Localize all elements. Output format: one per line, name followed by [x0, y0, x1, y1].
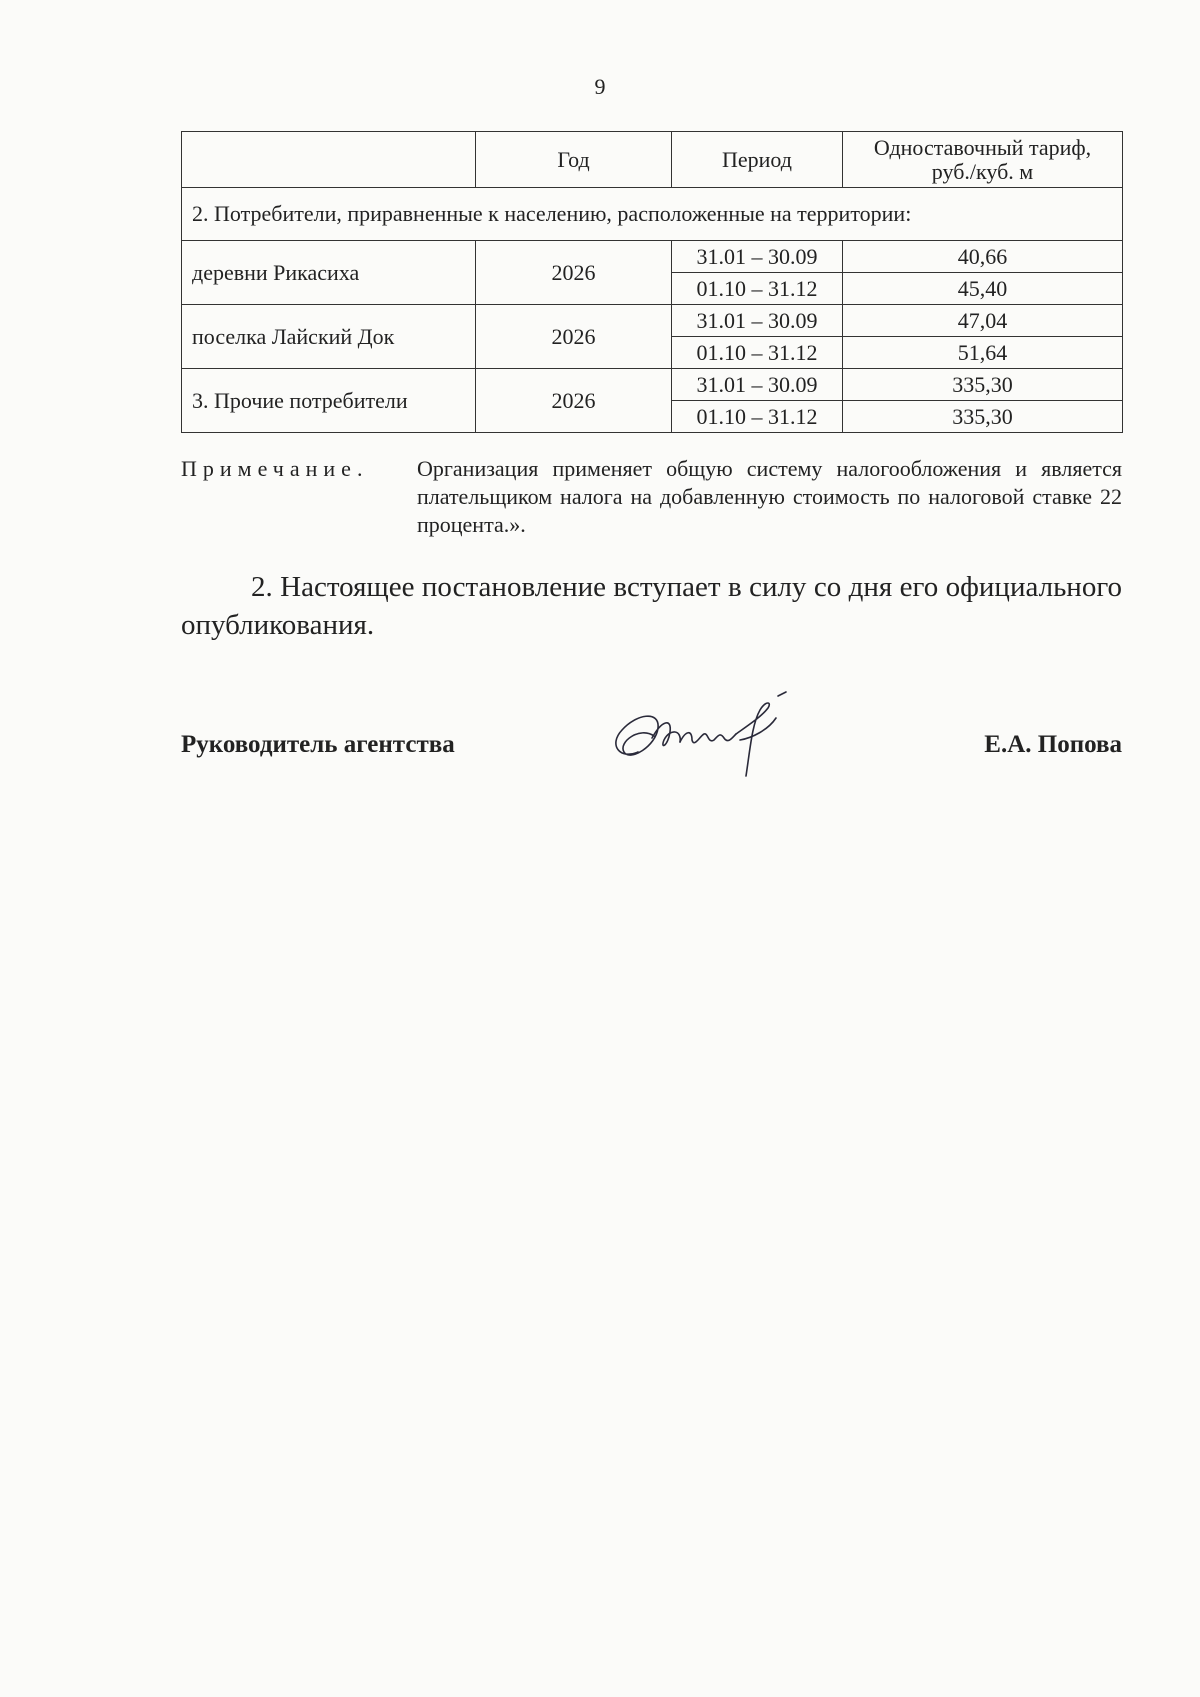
row-period: 31.01 – 30.09	[672, 305, 843, 337]
row-tariff: 335,30	[843, 369, 1123, 401]
handwritten-signature	[600, 690, 810, 790]
row-label: 3. Прочие потребители	[182, 369, 476, 433]
group-heading: 2. Потребители, приравненные к населению, расположенные на территории:	[182, 188, 1123, 241]
row-label: поселка Лайский Док	[182, 305, 476, 369]
row-year: 2026	[476, 305, 672, 369]
tariff-table	[181, 131, 1123, 433]
note-label: Примечание.	[181, 456, 369, 481]
table-row	[182, 241, 1123, 273]
row-year: 2026	[476, 369, 672, 433]
row-period: 01.10 – 31.12	[672, 401, 843, 433]
signatory-name: Е.А. Попова	[984, 731, 1122, 758]
clause-effective-date: 2. Настоящее постановление вступает в силу со дня его официального опубликования.	[181, 571, 1122, 641]
table-header-row	[182, 132, 1123, 188]
header-year: Год	[476, 132, 672, 188]
header-period: Период	[672, 132, 843, 188]
header-tariff: Одноставочный тариф, руб./куб. м	[843, 132, 1123, 188]
row-tariff: 45,40	[843, 273, 1123, 305]
row-period: 31.01 – 30.09	[672, 369, 843, 401]
row-tariff: 51,64	[843, 337, 1123, 369]
row-period: 01.10 – 31.12	[672, 337, 843, 369]
row-tariff: 47,04	[843, 305, 1123, 337]
table-row	[182, 369, 1123, 401]
row-label: деревни Рикасиха	[182, 241, 476, 305]
note-text: Организация применяет общую систему налогообложения и является плательщиком налога на добавленную стоимость по налоговой ставке 22 процента.».	[417, 456, 1122, 537]
row-period: 31.01 – 30.09	[672, 241, 843, 273]
header-blank	[182, 132, 476, 188]
row-tariff: 40,66	[843, 241, 1123, 273]
row-period: 01.10 – 31.12	[672, 273, 843, 305]
page-number: 9	[594, 74, 606, 99]
row-tariff: 335,30	[843, 401, 1123, 433]
table-row	[182, 305, 1123, 337]
signatory-position: Руководитель агентства	[181, 731, 455, 758]
group-heading-row	[182, 188, 1123, 241]
row-year: 2026	[476, 241, 672, 305]
